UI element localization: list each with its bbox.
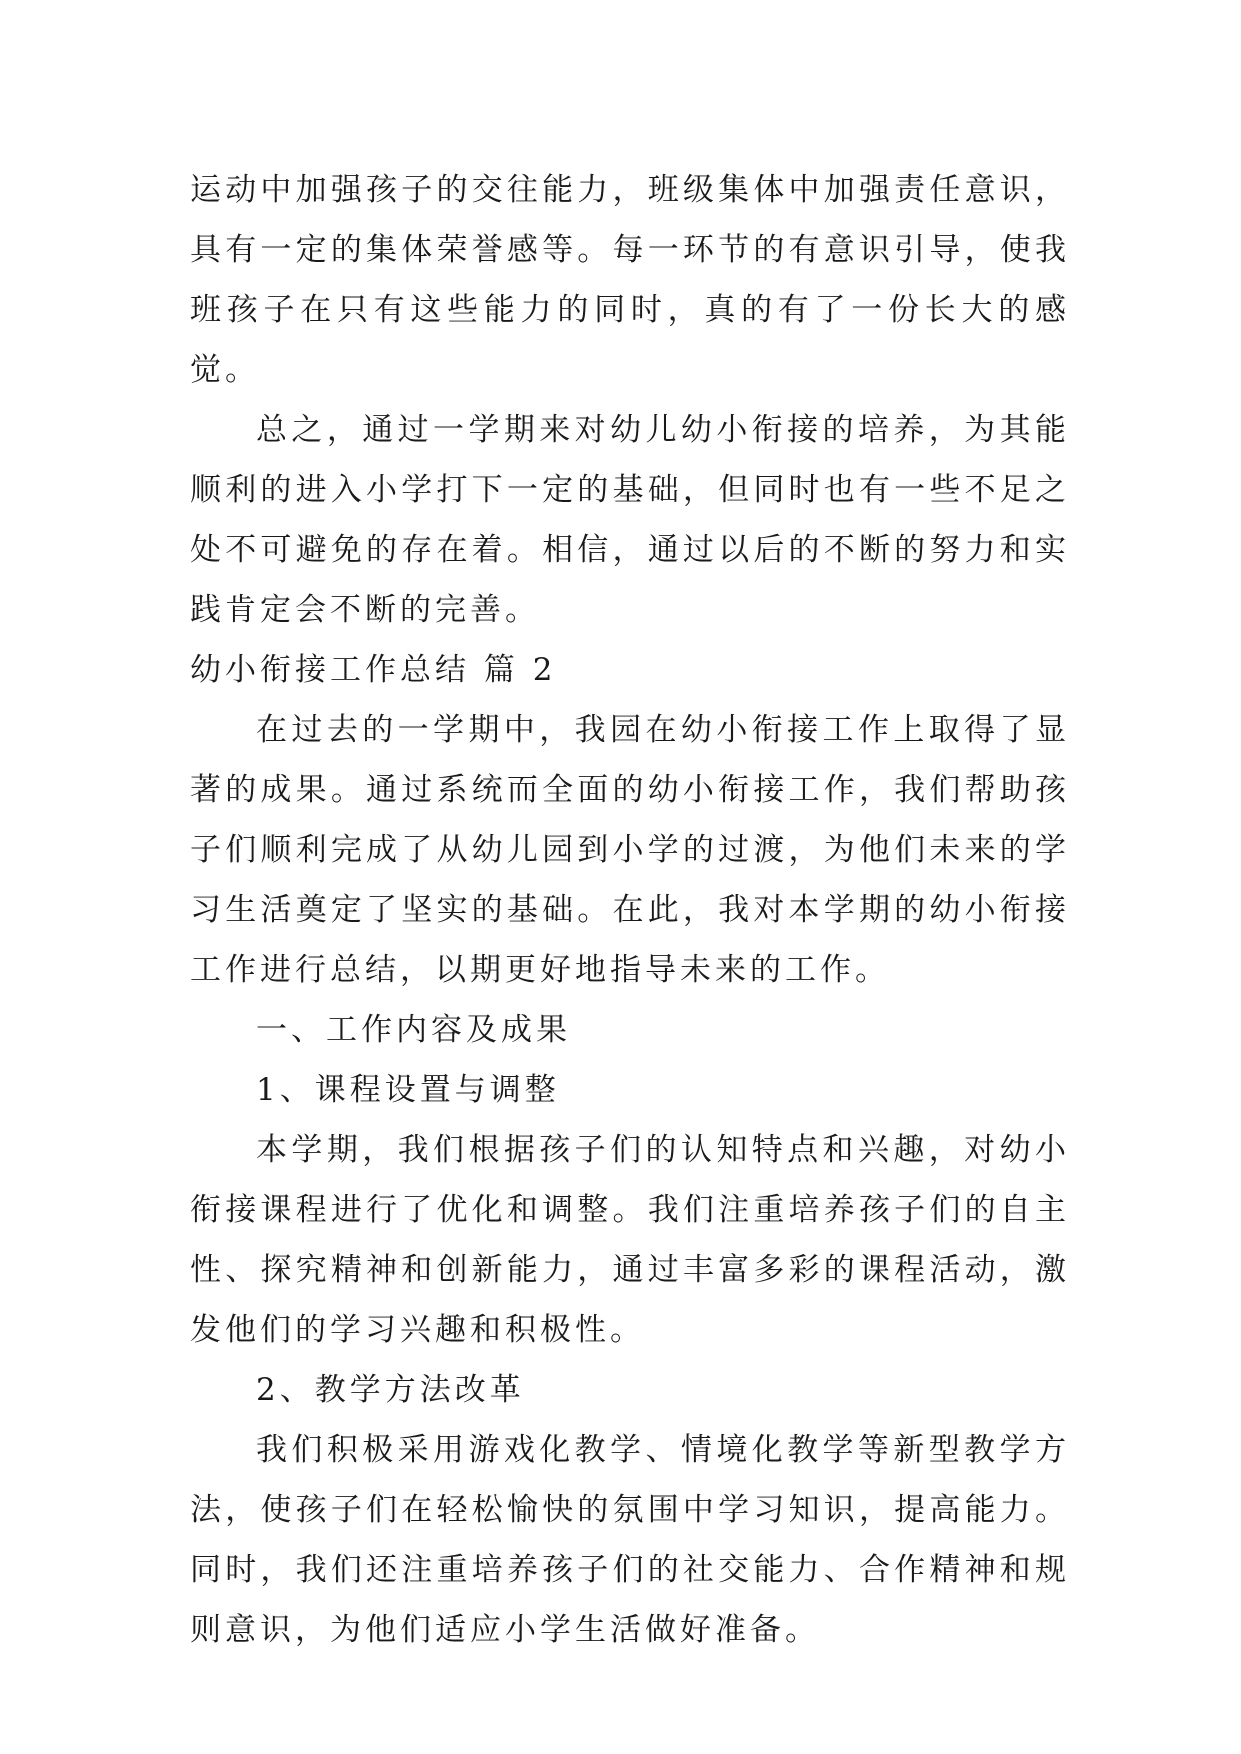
document-body <box>190 160 1070 1660</box>
section-heading: 一、工作内容及成果 <box>256 1012 571 1048</box>
subsection-heading-2: 2、教学方法改革 <box>256 1372 525 1408</box>
paragraph-curriculum: 本学期，我们根据孩子们的认知特点和兴趣，对幼小衔接课程进行了优化和调整。我们注重培养孩子们的自主性、探究精神和创新能力，通过丰富多彩的课程活动，激发他们的学习兴趣和积极性。 <box>190 1132 1070 1348</box>
subsection-heading-1: 1、课程设置与调整 <box>256 1072 560 1108</box>
article-title: 幼小衔接工作总结 篇 2 <box>190 652 557 688</box>
paragraph-continued: 运动中加强孩子的交往能力，班级集体中加强责任意识，具有一定的集体荣誉感等。每一环节的有意识引导，使我班孩子在只有这些能力的同时，真的有了一份长大的感觉。 <box>190 172 1070 388</box>
paragraph-summary: 总之，通过一学期来对幼儿幼小衔接的培养，为其能顺利的进入小学打下一定的基础，但同时也有一些不足之处不可避免的存在着。相信，通过以后的不断的努力和实践肯定会不断的完善。 <box>190 412 1070 628</box>
paragraph-teaching-method: 我们积极采用游戏化教学、情境化教学等新型教学方法，使孩子们在轻松愉快的氛围中学习知识，提高能力。同时，我们还注重培养孩子们的社交能力、合作精神和规则意识，为他们适应小学生活做好准备。 <box>190 1432 1070 1648</box>
paragraph-intro: 在过去的一学期中，我园在幼小衔接工作上取得了显著的成果。通过系统而全面的幼小衔接工作，我们帮助孩子们顺利完成了从幼儿园到小学的过渡，为他们未来的学习生活奠定了坚实的基础。在此，我对本学期的幼小衔接工作进行总结，以期更好地指导未来的工作。 <box>190 712 1070 988</box>
